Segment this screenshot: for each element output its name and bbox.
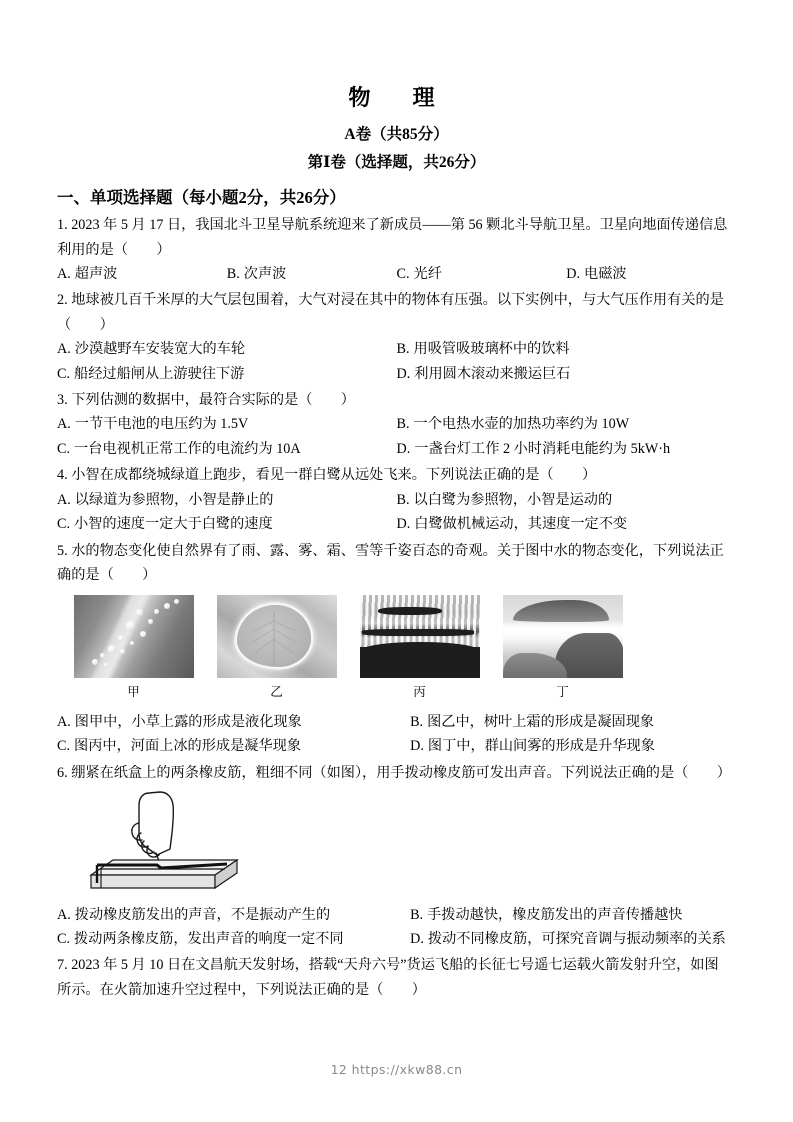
option-d-text: 一盏台灯工作 2 小时消耗电能约为 5kW·h bbox=[414, 440, 671, 457]
figure-ding bbox=[503, 595, 623, 704]
option-a-label: A. bbox=[57, 341, 71, 358]
option-d[interactable] bbox=[566, 262, 736, 286]
option-a[interactable] bbox=[57, 337, 397, 361]
figure-jia bbox=[74, 595, 194, 704]
question-4-stem-line1: 4. 小智在成都绕城绿道上跑步，看见一群白鹭从远处飞来。下列说法正确的是（ ） bbox=[57, 467, 597, 484]
question-6 bbox=[57, 759, 736, 952]
option-d[interactable] bbox=[410, 927, 736, 951]
question-1-stem-line1: 1. 2023 年 5 月 17 日，我国北斗卫星导航系统迎来了新成员——第 56 颗北斗导航卫星。卫星向地面传递信息 bbox=[57, 217, 728, 234]
fog-in-mountains-image bbox=[503, 595, 623, 678]
option-c[interactable] bbox=[57, 437, 397, 461]
option-d-text: 拨动不同橡皮筋，可探究音调与振动频率的关系 bbox=[427, 931, 726, 948]
leaf-vein-lines bbox=[217, 595, 337, 678]
option-a-label: A. bbox=[57, 713, 71, 730]
option-d[interactable] bbox=[397, 512, 737, 536]
option-d-text: 白鹭做机械运动，其速度一定不变 bbox=[414, 516, 628, 533]
option-a-label: A. bbox=[57, 265, 71, 282]
part-label: 第Ⅰ卷（选择题，共26分） bbox=[307, 153, 486, 171]
option-b-text: 手拨动越快，橡皮筋发出的声音传播越快 bbox=[427, 906, 683, 923]
question-6-stem-line1: 6. 绷紧在纸盒上的两条橡皮筋，粗细不同（如图），用手拨动橡皮筋可发出声音。下列说法正确的是（ ） bbox=[57, 764, 731, 781]
question-6-options bbox=[57, 903, 736, 952]
figure-bing-caption: 丙 bbox=[413, 685, 427, 700]
option-d-label: D. bbox=[396, 440, 411, 457]
option-d-text: 利用圆木滚动来搬运巨石 bbox=[414, 365, 571, 382]
question-4 bbox=[57, 461, 736, 536]
figure-yi bbox=[217, 595, 337, 704]
figure-yi-caption: 乙 bbox=[270, 685, 284, 700]
option-d-label: D. bbox=[396, 516, 411, 533]
option-b-text: 以白鹭为参照物，小智是运动的 bbox=[413, 491, 613, 508]
question-6-figure bbox=[57, 785, 736, 902]
question-2-stem-line2: （ ） bbox=[57, 316, 114, 333]
option-c-label: C. bbox=[57, 516, 71, 533]
option-c-label: C. bbox=[396, 265, 410, 282]
question-5-stem-line2: 确的是（ ） bbox=[57, 566, 157, 583]
option-c[interactable] bbox=[397, 262, 567, 286]
option-a-text: 以绿道为参照物，小智是静止的 bbox=[74, 491, 274, 508]
rubber-band-box-diagram bbox=[77, 789, 245, 894]
option-b-label: B. bbox=[410, 906, 424, 923]
option-d-label: D. bbox=[566, 265, 581, 282]
page-footer: 12 https://xkw88.cn bbox=[330, 1062, 463, 1077]
option-c[interactable] bbox=[57, 512, 397, 536]
option-d-text: 电磁波 bbox=[584, 265, 627, 282]
question-2-options bbox=[57, 337, 736, 386]
question-2 bbox=[57, 286, 736, 386]
option-b-text: 次声波 bbox=[243, 265, 287, 282]
option-d-label: D. bbox=[396, 365, 411, 382]
option-d-label: D. bbox=[410, 931, 424, 948]
question-5 bbox=[57, 537, 736, 759]
option-b-text: 一个电热水壶的加热功率约为 10W bbox=[413, 416, 630, 433]
option-c-label: C. bbox=[57, 365, 71, 382]
question-3-stem-line1: 3. 下列估测的数据中，最符合实际的是（ ） bbox=[57, 392, 355, 409]
option-a-label: A. bbox=[57, 416, 71, 433]
option-b[interactable] bbox=[397, 488, 737, 512]
option-d[interactable] bbox=[397, 437, 737, 461]
question-3 bbox=[57, 386, 736, 461]
option-d[interactable] bbox=[410, 734, 736, 758]
option-b-text: 图乙中，树叶上霜的形成是凝固现象 bbox=[427, 713, 655, 730]
option-b[interactable] bbox=[397, 337, 737, 361]
dew-on-grass-image bbox=[74, 595, 194, 678]
option-c[interactable] bbox=[57, 734, 410, 758]
option-b-text: 用吸管吸玻璃杯中的饮料 bbox=[413, 341, 570, 358]
question-3-options bbox=[57, 412, 736, 461]
question-5-stem-line1: 5. 水的物态变化使自然界有了雨、露、雾、霜、雪等千姿百态的奇观。关于图中水的物态变化，下列说法正 bbox=[57, 542, 724, 559]
option-b-label: B. bbox=[410, 713, 424, 730]
question-1-stem-line2: 利用的是（ ） bbox=[57, 241, 171, 258]
option-b[interactable] bbox=[397, 412, 737, 436]
option-a-text: 图甲中，小草上露的形成是液化现象 bbox=[74, 713, 302, 730]
option-c-label: C. bbox=[57, 931, 71, 948]
question-2-stem-line1: 2. 地球被几百千米厚的大气层包围着，大气对浸在其中的物体有压强。以下实例中，与大气压作用有关的是 bbox=[57, 292, 724, 309]
option-c-label: C. bbox=[57, 738, 71, 755]
option-b-label: B. bbox=[396, 491, 410, 508]
option-a[interactable] bbox=[57, 412, 397, 436]
ice-on-river-image bbox=[360, 595, 480, 678]
option-a-text: 一节干电池的电压约为 1.5V bbox=[74, 416, 249, 433]
option-a-text: 超声波 bbox=[74, 265, 118, 282]
question-7-stem-line2: 所示。在火箭加速升空过程中，下列说法正确的是（ ） bbox=[57, 981, 426, 998]
option-c-text: 图丙中，河面上冰的形成是凝华现象 bbox=[74, 738, 302, 755]
option-a-label: A. bbox=[57, 491, 71, 508]
option-a[interactable] bbox=[57, 710, 410, 734]
option-a[interactable] bbox=[57, 262, 227, 286]
figure-jia-caption: 甲 bbox=[127, 685, 141, 700]
option-d-label: D. bbox=[410, 738, 424, 755]
option-c-text: 船经过船闸从上游驶往下游 bbox=[74, 365, 245, 382]
option-a[interactable] bbox=[57, 903, 410, 927]
page-title: 物 理 bbox=[348, 85, 445, 110]
option-a-text: 拨动橡皮筋发出的声音，不是振动产生的 bbox=[74, 906, 331, 923]
question-7-stem-line1: 7. 2023 年 5 月 10 日在文昌航天发射场，搭载“天舟六号”货运飞船的长征七号遥七运载火箭发射升空，如图 bbox=[57, 957, 719, 974]
option-c-text: 一台电视机正常工作的电流约为 10A bbox=[74, 440, 301, 457]
question-4-options bbox=[57, 488, 736, 537]
option-a-label: A. bbox=[57, 906, 71, 923]
figure-bing bbox=[360, 595, 480, 704]
figure-ding-caption: 丁 bbox=[556, 685, 570, 700]
option-d[interactable] bbox=[397, 362, 737, 386]
option-c[interactable] bbox=[57, 927, 410, 951]
option-c[interactable] bbox=[57, 362, 397, 386]
option-c-text: 光纤 bbox=[413, 265, 442, 282]
frost-on-leaf-image bbox=[217, 595, 337, 678]
section-heading: 一、单项选择题（每小题2分，共26分） bbox=[57, 188, 346, 208]
option-b[interactable] bbox=[227, 262, 397, 286]
question-7 bbox=[57, 951, 736, 1002]
question-1-options bbox=[57, 262, 736, 286]
question-5-figure-row bbox=[57, 587, 736, 704]
option-d-text: 图丁中，群山间雾的形成是升华现象 bbox=[427, 738, 655, 755]
paper-label: A卷（共85分） bbox=[344, 126, 449, 144]
question-1 bbox=[57, 211, 736, 286]
option-c-text: 小智的速度一定大于白鹭的速度 bbox=[74, 516, 273, 533]
option-a[interactable] bbox=[57, 488, 397, 512]
option-b-label: B. bbox=[396, 416, 410, 433]
option-c-label: C. bbox=[57, 440, 71, 457]
option-b[interactable] bbox=[410, 903, 736, 927]
option-a-text: 沙漠越野车安装宽大的车轮 bbox=[74, 341, 246, 358]
option-b[interactable] bbox=[410, 710, 736, 734]
option-b-label: B. bbox=[226, 265, 240, 282]
question-5-options bbox=[57, 704, 736, 759]
option-b-label: B. bbox=[396, 341, 410, 358]
option-c-text: 拨动两条橡皮筋，发出声音的响度一定不同 bbox=[74, 931, 344, 948]
